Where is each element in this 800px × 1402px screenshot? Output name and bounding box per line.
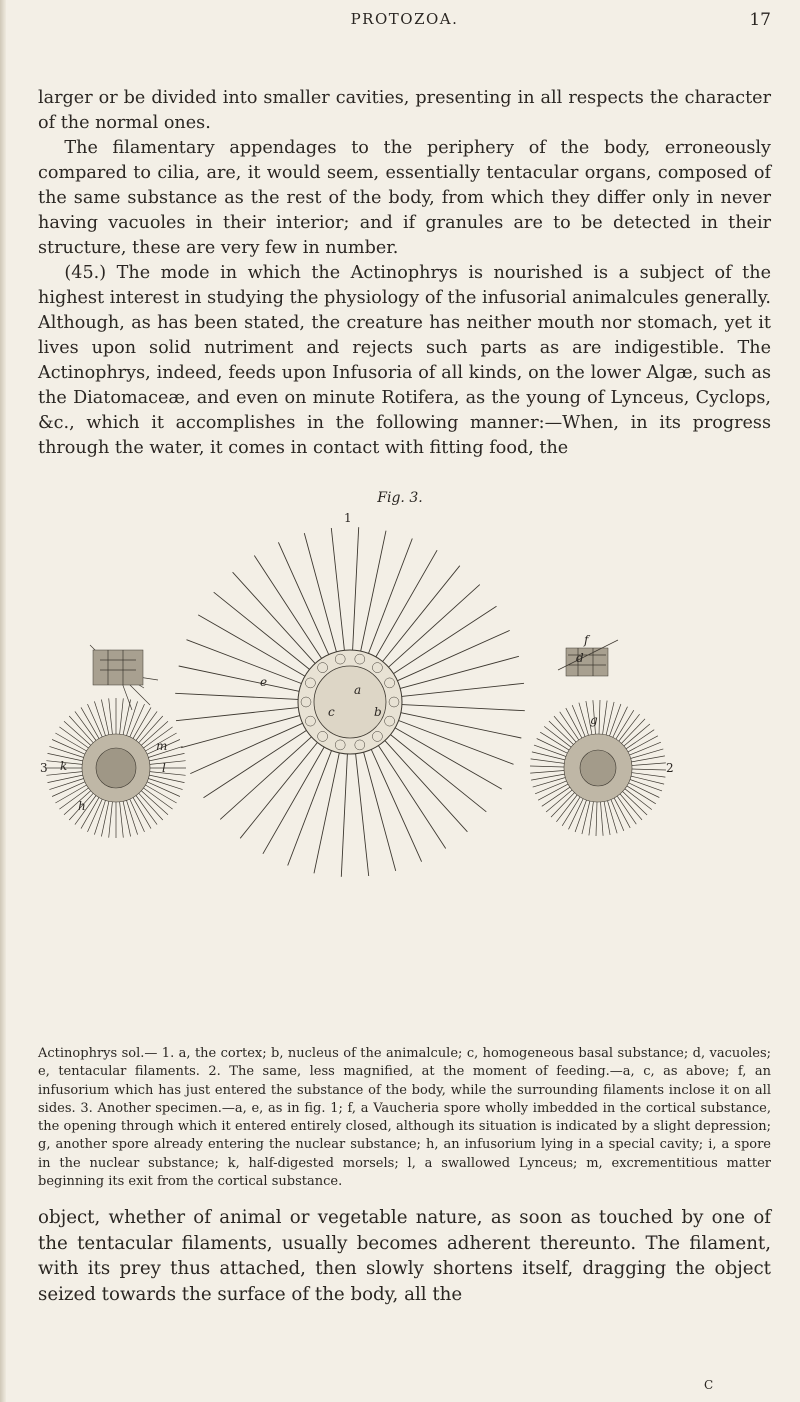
tentacular-filament [49,779,83,790]
nucleus-outline [314,666,386,738]
page-header [38,10,771,40]
tentacular-filament [582,801,590,834]
tentacular-filament [187,640,302,684]
tentacular-filament [101,801,109,836]
tentacular-filament [371,750,421,862]
marker-b: b [374,705,382,719]
figure-illustration [38,510,771,813]
tentacular-filament [190,723,302,773]
tentacular-filament [632,769,666,770]
tentacular-filament [150,772,186,776]
tentacular-filament [123,801,131,836]
tentacular-filament [341,754,347,877]
marker-g: g [590,713,598,727]
marker-m: m [156,739,168,753]
tentacular-filament [631,776,664,784]
paragraph: object, whether of animal or vegetable nature, as soon as touched by one of the tentacular filaments, usually becomes adherent thereunto. The filament, with its prey thus attached, then slowly shortens itself, dragging the object seized towards the surface of the body, all the [38,1207,771,1305]
tentacular-filament [596,802,597,836]
running-head: PROTOZOA. [350,10,459,28]
view-2-sphere [530,700,666,836]
tentacular-filament [630,780,662,791]
tentacular-filament [530,766,564,767]
tentacular-filament [120,698,124,734]
tentacular-filament [127,800,138,834]
tentacular-filament [314,753,339,873]
tentacular-filament [49,746,83,757]
tentacular-filament [603,701,608,735]
signature-mark: C [704,1378,714,1392]
tentacular-filament [127,701,138,735]
tentacular-filament [94,701,105,735]
tentacular-filament [175,693,298,699]
tentacular-filament [402,683,524,696]
tentacular-filament [176,708,298,721]
tentacular-filament [150,761,186,765]
tentacular-filament [530,771,564,774]
tentacular-filament [179,666,299,691]
tentacular-filament [401,713,521,738]
tentacular-filament [399,721,514,765]
paragraph: (45.) The mode in which the Actinophrys is nourished is a subject of the highest interest in studying the physiology of the infusorial animalcules generally. Although, as has been stated, the creature has neither mouth nor stomach, yet it lives upon solid nutriment and rejects such parts as are indigestible. The Actinophrys, indeed, feeds upon Infusoria of all kinds, on the lower Algæ, such as the Diatomaceæ, and even on minute Rotifera, as the young of Lynceus, Cyclops, &c., which it accomplishes in the following manner:—When, in its progress through the water, it comes in contact with fitting food, the [38,263,771,458]
marker-d: d [576,651,584,665]
page-number: 17 [749,10,771,30]
tentacular-filament [532,752,565,760]
tentacular-filament [610,704,621,736]
tentacular-filament [101,700,109,735]
tentacular-filament [402,705,525,711]
marker-a: a [354,683,362,697]
tentacular-filament [400,656,519,688]
tentacular-filament [606,702,614,735]
marker-view-3: 3 [40,761,48,775]
tentacular-filament [304,533,336,652]
tentacular-filament [109,698,113,734]
view-1-sphere [175,527,525,877]
paragraph: The filamentary appendages to the periphery of the body, erroneously compared to cilia, are, it would seem, essentially tentacular organs, composed of the same substance as the rest of the body, from which they differ only in never having vacuoles in their interior; and if granules are to be detected in their structure, these are very few in number. [38,138,771,258]
tentacular-filament [589,802,594,836]
tentacular-filament [109,802,113,838]
tentacular-filament [353,527,359,650]
tentacular-filament [148,779,182,790]
marker-view-1: 1 [344,511,352,525]
tentacular-filament [278,542,328,654]
marker-k: k [60,759,68,773]
tentacular-filament [94,800,105,834]
body-text-bottom [38,1205,771,1307]
tentacular-filament [149,775,184,783]
tentacular-filament [331,528,344,650]
tentacular-filament [599,700,600,734]
paragraph: larger or be divided into smaller cavities, presenting in all respects the character of the normal ones. [38,88,771,133]
tentacular-filament [198,615,305,676]
tentacular-filament [120,802,124,838]
tentacular-filament [531,759,565,764]
body-text-top [38,86,771,461]
marker-e: e [260,675,268,689]
marker-view-2: 2 [666,761,674,775]
caption-text: Actinophrys sol.— 1. a, the cortex; b, nucleus of the animalcule; c, homogeneous basal substance; d, vacuoles; e, tentacular filaments. 2. The same, less magnified, at the moment of feeding.—a, c, as above; f, an infusorium which has just entered the substance of the body, while the surrounding filaments inclose it on all sides. 3. Another specimen.—a, e, as in fig. 1; f, a Vaucheria spore wholly imbedded in the cortical substance, the opening through which it entered entirely closed, although its situation is indicated by a slight depression; g, another spore already entering the nuclear substance; h, an infusorium lying in a special cavity; i, a spore in the nuclear substance; k, half-digested morsels; l, a swallowed Lynceus; m, excrementitious matter beginning its exit from the cortical substance. [38,1046,771,1190]
marker-c: c [328,705,335,719]
figure-label: Fig. 3. [377,490,423,506]
tentacular-filament [356,754,369,876]
tentacular-filament [149,753,184,761]
marker-h: h [78,799,86,813]
tentacular-filament [369,539,413,654]
page-edge-shadow [0,0,6,1402]
tentacular-filament [288,751,332,866]
tentacular-filament [398,630,510,680]
tentacular-filament [575,800,586,832]
tentacular-filament [364,752,396,871]
tentacular-filament [123,700,131,735]
tentacular-filament [534,745,566,756]
marker-f: f [584,633,589,647]
tentacular-filament [361,531,386,651]
actinophrys-engraving [38,510,771,813]
tentacular-filament [632,763,666,766]
tentacular-filament [601,802,604,836]
tentacular-filament [632,773,666,778]
tentacular-filament [263,747,324,854]
tentacular-filament [395,728,502,789]
view-3-fragment-upper [90,645,158,710]
tentacular-filament [181,716,300,748]
marker-l: l [162,761,166,775]
tentacular-filament [376,550,437,657]
figure-caption [38,1045,771,1191]
tentacular-filament [48,775,83,783]
